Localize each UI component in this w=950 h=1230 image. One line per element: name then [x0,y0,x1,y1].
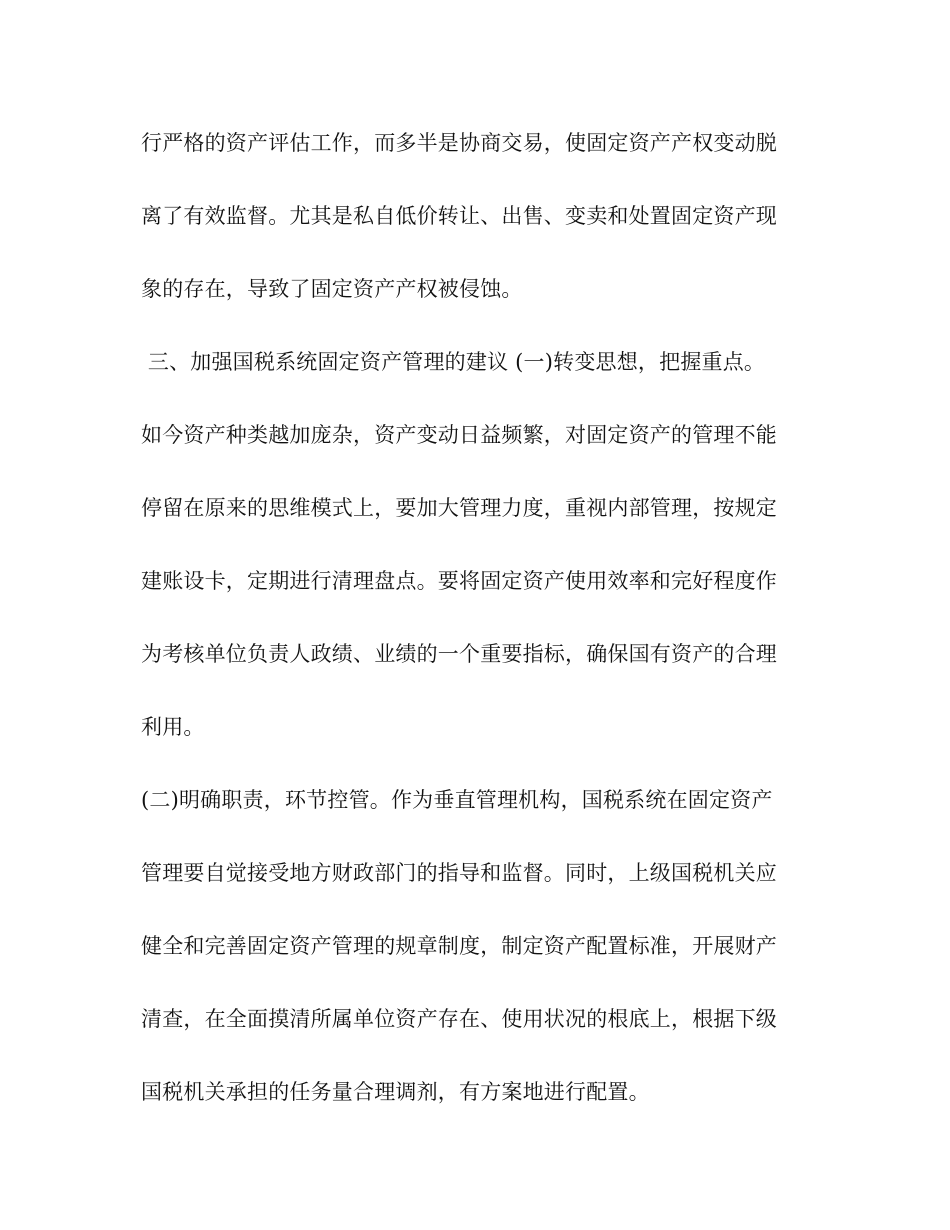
text-line: 离了有效监督。尤其是私自低价转让、出售、变卖和处置固定资产现 [141,204,777,228]
text-line: 如今资产种类越加庞杂，资产变动日益频繁，对固定资产的管理不能 [141,423,777,447]
text-line: 停留在原来的思维模式上，要加大管理力度，重视内部管理，按规定 [141,496,777,520]
text-line: 利用。 [141,715,205,739]
text-line: 清查，在全面摸清所属单位资产存在、使用状况的根底上，根据下级 [141,1007,777,1031]
section-heading-line: 三、加强国税系统固定资产管理的建议 (一)转变思想，把握重点。 [141,350,766,374]
text-line: 健全和完善固定资产管理的规章制度，制定资产配置标准，开展财产 [141,934,777,958]
text-line: 管理要自觉接受地方财政部门的指导和监督。同时，上级国税机关应 [141,861,777,885]
text-line: 建账设卡，定期进行清理盘点。要将固定资产使用效率和完好程度作 [141,569,777,593]
text-line: 行严格的资产评估工作，而多半是协商交易，使固定资产产权变动脱 [141,131,777,155]
text-line: 国税机关承担的任务量合理调剂，有方案地进行配置。 [141,1080,650,1104]
text-line: 为考核单位负责人政绩、业绩的一个重要指标，确保国有资产的合理 [141,642,777,666]
text-line: 象的存在，导致了固定资产产权被侵蚀。 [141,277,523,301]
subsection-line: (二)明确职责，环节控管。作为垂直管理机构，国税系统在固定资产 [141,788,773,812]
